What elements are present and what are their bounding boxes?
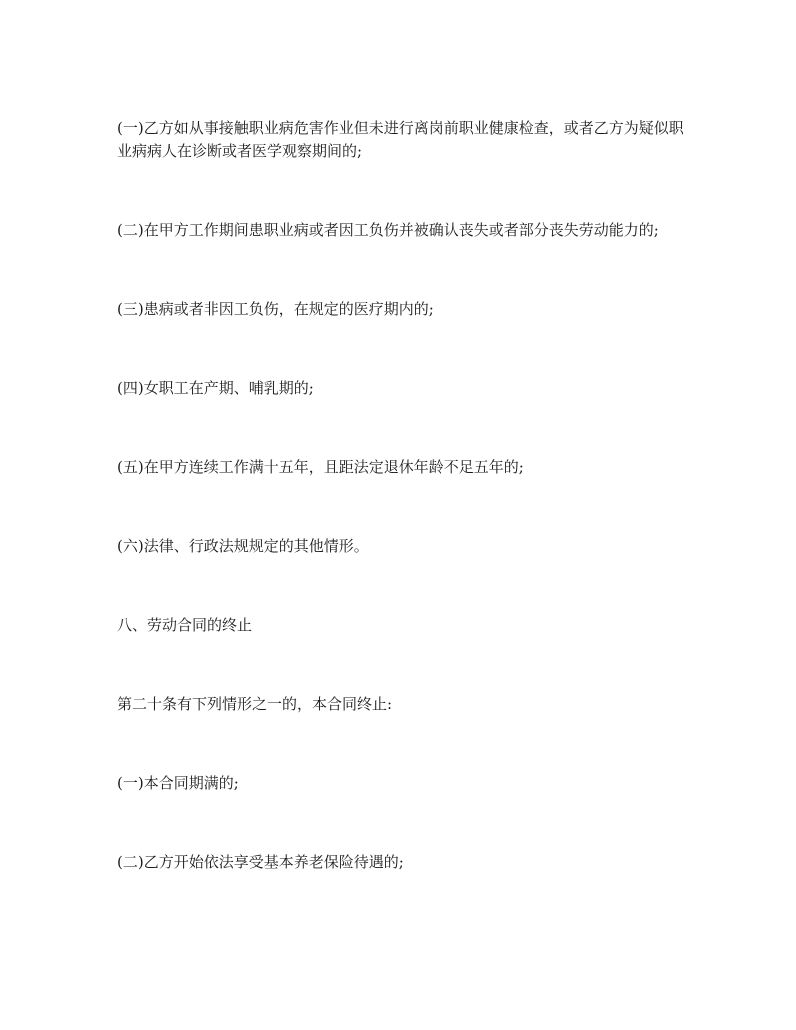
- section-heading: 八、劳动合同的终止: [117, 616, 253, 634]
- clause-item-4: (四)女职工在产期、哺乳期的;: [117, 379, 314, 397]
- clause-item-5: (五)在甲方连续工作满十五年，且距法定退休年龄不足五年的;: [117, 458, 524, 476]
- termination-item-2: (二)乙方开始依法享受基本养老保险待遇的;: [117, 853, 404, 871]
- clause-item-1: (一)乙方如从事接触职业病危害作业但未进行离岗前职业健康检查，或者乙方为疑似职业病病人在诊断或者医学观察期间的;: [117, 119, 684, 160]
- article-20: 第二十条有下列情形之一的，本合同终止:: [117, 695, 393, 713]
- clause-item-2: (二)在甲方工作期间患职业病或者因工负伤并被确认丧失或者部分丧失劳动能力的;: [117, 221, 659, 239]
- termination-item-1: (一)本合同期满的;: [117, 774, 239, 792]
- clause-item-6: (六)法律、行政法规规定的其他情形。: [117, 537, 369, 555]
- clause-item-3: (三)患病或者非因工负伤，在规定的医疗期内的;: [117, 300, 434, 318]
